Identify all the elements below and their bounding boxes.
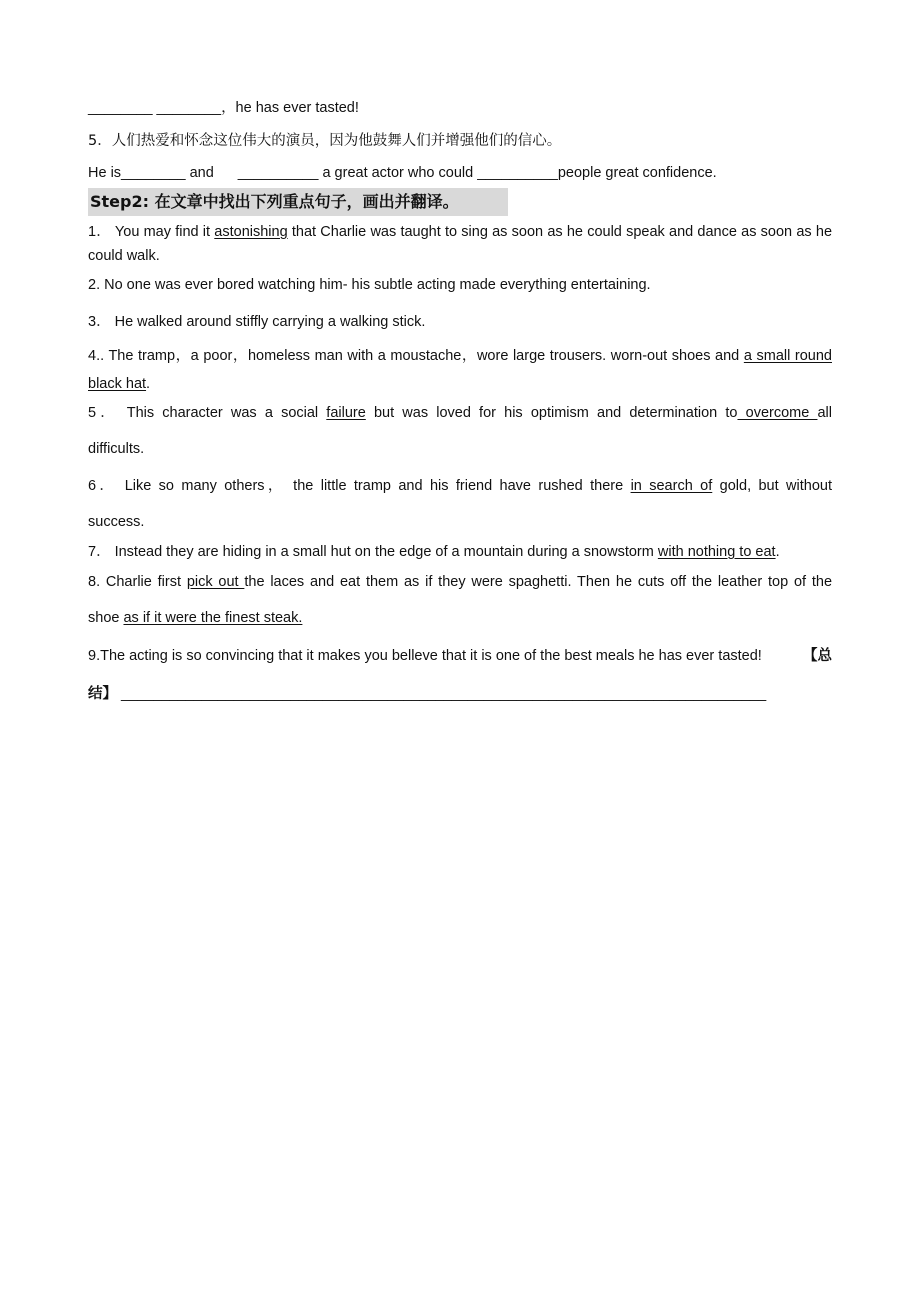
sentence-8-post: the laces and eat them as if they were spaghetti. Then he cuts off the leather top of the: [244, 574, 833, 590]
sentence-5-underline-2: overcome: [737, 405, 818, 421]
sentence-7: [88, 542, 832, 562]
fill-line-1: [88, 98, 832, 118]
sentence-2: [88, 275, 832, 295]
sentence-6-cont: [88, 512, 832, 532]
sentence-8-cont: [88, 608, 832, 628]
question-5-part1: He is________ and: [88, 165, 214, 181]
sentence-1-underline: astonishing: [214, 224, 288, 240]
sentence-7-pre: 7． Instead they are hiding in a small hut on the edge of a mountain during a snowstorm: [88, 544, 658, 560]
sentence-4-pre: 4.. The tramp，a poor，homeless man with a moustache，wore large trousers. worn-out shoes and: [88, 348, 744, 364]
sentence-5-underline: failure: [326, 405, 366, 421]
sentence-1-cont-text: could walk.: [88, 248, 160, 264]
sentence-6-cont-text: success.: [88, 514, 145, 530]
sentence-5-cont-text: difficults.: [88, 441, 145, 457]
sentence-5-mid: but was loved for his optimism and determination to: [365, 405, 738, 421]
sentence-3-text: 3． He walked around stiffly carrying a walking stick.: [88, 314, 426, 330]
summary-blank: ________________________________________________________________________________: [121, 686, 767, 702]
step2-title: Step2: 在文章中找出下列重点句子，画出并翻译。: [90, 192, 459, 211]
sentence-4-cont-underline: black hat: [88, 376, 147, 392]
question-5-english: [88, 163, 832, 183]
sentence-8-underline: pick out: [186, 574, 245, 590]
question-5-chinese: [88, 131, 832, 151]
sentence-8: [88, 572, 832, 592]
sentence-6-post: gold, but without: [712, 478, 832, 494]
summary-bracket-open: 【总: [803, 648, 832, 664]
sentence-4: [88, 346, 832, 366]
sentence-4-cont: [88, 374, 832, 394]
sentence-1-post: that Charlie was taught to sing as soon as he could speak and dance as soon as he: [287, 224, 833, 240]
question-5-part2: __________ a great actor who could __________people great confidence.: [237, 165, 717, 181]
summary-line: [88, 684, 832, 704]
summary-bracket-close: 结】: [88, 686, 117, 702]
sentence-8-cont-pre: shoe: [88, 610, 124, 626]
sentence-1-cont: [88, 246, 832, 266]
sentence-6: [88, 476, 832, 496]
sentence-2-text: 2. No one was ever bored watching him- his subtle acting made everything entertaining.: [88, 277, 651, 293]
sentence-7-post: .: [775, 544, 780, 560]
fill-tail: ，he has ever tasted!: [221, 100, 359, 116]
sentence-8-cont-underline: as if it were the finest steak.: [123, 610, 303, 626]
sentence-4-cont-post: .: [146, 376, 151, 392]
sentence-1: [88, 222, 832, 242]
sentence-5-pre: 5． This character was a social: [88, 405, 327, 421]
sentence-4-underline: a small round: [743, 348, 832, 364]
sentence-5: [88, 403, 832, 423]
sentence-6-pre: 6． Like so many others， the little tramp and his friend have rushed there: [88, 478, 631, 494]
fill-blanks: ________ ________: [88, 100, 222, 116]
sentence-9: [88, 646, 832, 666]
sentence-6-underline: in search of: [630, 478, 713, 494]
sentence-1-pre: 1． You may find it: [88, 224, 215, 240]
question-5-chinese-text: 5．人们热爱和怀念这位伟大的演员，因为他鼓舞人们并增强他们的信心。: [88, 133, 562, 149]
sentence-8-pre: 8. Charlie first: [88, 574, 187, 590]
sentence-5-cont: [88, 439, 832, 459]
sentence-5-post: all: [817, 405, 832, 421]
step2-heading: [88, 188, 508, 216]
sentence-7-underline: with nothing to eat: [657, 544, 776, 560]
sentence-9-text: 9.The acting is so convincing that it makes you belleve that it is one of the best meals he has ever tasted!: [88, 648, 762, 664]
sentence-3: [88, 312, 832, 332]
